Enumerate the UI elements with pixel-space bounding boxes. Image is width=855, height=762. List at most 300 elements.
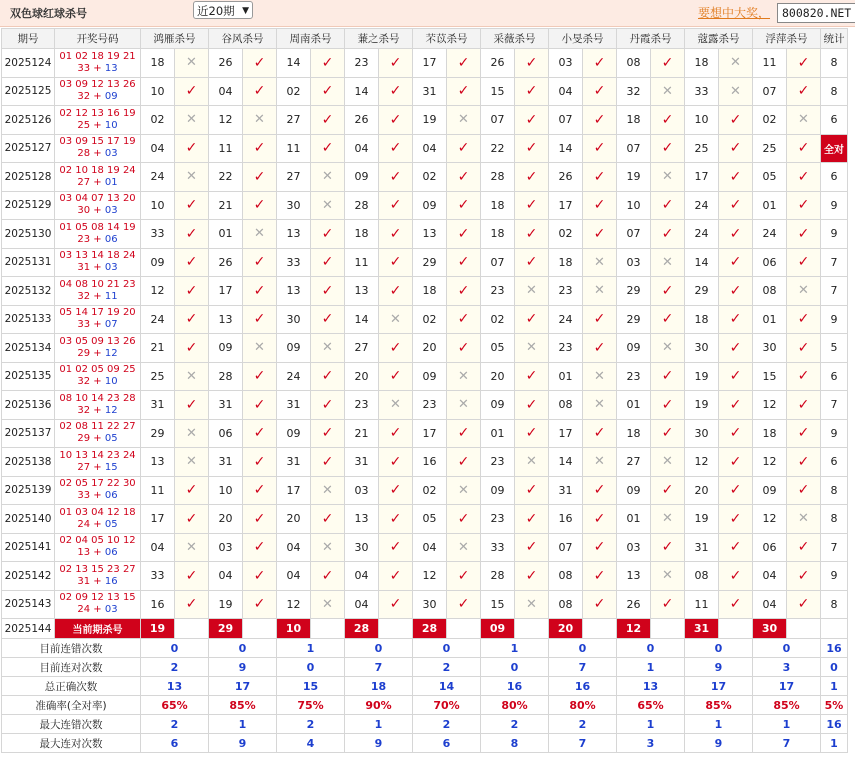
cross-icon: ✕ [175,419,209,448]
stat-value: 18 [345,677,413,696]
stat-value: 9 [209,734,277,753]
blue-ball: 06 [104,547,118,559]
kill-number: 28 [209,362,243,391]
kill-number: 29 [617,305,651,334]
cross-icon: ✕ [787,505,821,534]
stat-row [2,715,848,734]
check-icon: ✓ [379,49,413,78]
check-icon: ✓ [515,220,549,249]
row-count: 9 [821,562,848,591]
cross-icon: ✕ [447,106,481,135]
check-icon: ✓ [447,220,481,249]
check-icon: ✓ [311,391,345,420]
check-icon: ✓ [787,533,821,562]
kill-number: 04 [345,590,379,619]
kill-number: 29 [617,277,651,306]
kill-number: 21 [209,191,243,220]
kill-number: 09 [209,334,243,363]
kill-number: 04 [141,134,175,163]
kill-number: 31 [141,391,175,420]
kill-number: 27 [617,448,651,477]
kill-number: 08 [753,277,787,306]
kill-number: 07 [549,533,583,562]
kill-number: 29 [413,248,447,277]
kill-number: 11 [685,590,719,619]
cross-icon: ✕ [243,334,277,363]
check-icon: ✓ [515,562,549,591]
issue-cell: 2025127 [2,134,55,163]
cross-icon: ✕ [651,77,685,106]
table-row [2,533,848,562]
kill-number: 04 [413,134,447,163]
check-icon: ✓ [515,391,549,420]
stat-value: 65% [141,696,209,715]
blue-ball: 03 [104,604,118,616]
stat-row [2,696,848,715]
check-icon: ✓ [447,419,481,448]
row-count: 6 [821,362,848,391]
table-row [2,334,848,363]
issue-cell: 2025128 [2,163,55,192]
check-icon: ✓ [583,533,617,562]
stat-value: 2 [413,658,481,677]
table-row [2,448,848,477]
empty-cell [651,619,685,639]
check-icon: ✓ [243,362,277,391]
check-icon: ✓ [787,476,821,505]
check-icon: ✓ [719,277,753,306]
stat-value: 90% [345,696,413,715]
check-icon: ✓ [311,134,345,163]
cross-icon: ✕ [651,505,685,534]
stat-value: 1 [481,639,549,658]
check-icon: ✓ [787,163,821,192]
stat-row [2,734,848,753]
row-count: 6 [821,448,848,477]
check-icon: ✓ [175,562,209,591]
kill-number: 17 [209,277,243,306]
kill-number: 23 [617,362,651,391]
draw-numbers: 02 04 05 10 12 13 + 06 [55,533,141,562]
issue-cell: 2025138 [2,448,55,477]
check-icon: ✓ [719,505,753,534]
issue-cell: 2025137 [2,419,55,448]
table-row [2,191,848,220]
current-kill-number: 10 [277,619,311,639]
check-icon: ✓ [719,419,753,448]
stat-value: 9 [685,658,753,677]
kill-number: 30 [685,334,719,363]
period-select[interactable] [193,1,253,19]
check-icon: ✓ [515,163,549,192]
red-balls: 08 10 14 23 28 32 [59,392,136,416]
draw-numbers: 03 09 12 13 26 32 + 09 [55,77,141,106]
current-kill-number: 30 [753,619,787,639]
check-icon: ✓ [719,134,753,163]
stat-value: 0 [277,658,345,677]
stat-total: 0 [821,658,848,677]
table-row [2,562,848,591]
kill-number: 09 [753,476,787,505]
blue-ball: 16 [104,575,118,587]
kill-number: 31 [413,77,447,106]
cross-icon: ✕ [311,590,345,619]
promo-link[interactable]: 要想中大奖， [698,6,771,20]
kill-number: 08 [549,590,583,619]
check-icon: ✓ [719,448,753,477]
cross-icon: ✕ [447,362,481,391]
stat-value: 7 [549,734,617,753]
cross-icon: ✕ [447,391,481,420]
check-icon: ✓ [311,277,345,306]
stat-value: 8 [481,734,549,753]
row-count: 8 [821,505,848,534]
kill-number: 30 [413,590,447,619]
stat-value: 6 [413,734,481,753]
blue-ball: 06 [104,490,118,502]
check-icon: ✓ [379,277,413,306]
check-icon: ✓ [175,505,209,534]
kill-number: 20 [209,505,243,534]
kill-number: 12 [277,590,311,619]
check-icon: ✓ [311,220,345,249]
check-icon: ✓ [243,134,277,163]
check-icon: ✓ [379,505,413,534]
stat-value: 2 [141,658,209,677]
red-balls: 01 03 04 12 18 24 [59,506,136,530]
check-icon: ✓ [651,220,685,249]
kill-number: 15 [481,77,515,106]
stat-value: 0 [413,639,481,658]
cross-icon: ✕ [515,277,549,306]
blue-ball: 03 [104,262,118,274]
row-count: 6 [821,106,848,135]
stat-value: 2 [549,715,617,734]
check-icon: ✓ [311,106,345,135]
check-icon: ✓ [651,305,685,334]
kill-number: 26 [481,49,515,78]
check-icon: ✓ [651,134,685,163]
stat-value: 7 [549,658,617,677]
cross-icon: ✕ [243,220,277,249]
kill-number: 14 [685,248,719,277]
check-icon: ✓ [583,77,617,106]
stat-value: 80% [481,696,549,715]
col-issue: 期号 [2,29,55,49]
kill-number: 18 [141,49,175,78]
kill-number: 07 [481,248,515,277]
cross-icon: ✕ [651,334,685,363]
empty-cell [175,619,209,639]
kill-number: 12 [753,391,787,420]
row-count: 7 [821,391,848,420]
kill-number: 26 [549,163,583,192]
kill-number-table [1,28,848,753]
table-row [2,220,848,249]
draw-numbers: 02 08 11 22 27 29 + 05 [55,419,141,448]
kill-number: 30 [345,533,379,562]
check-icon: ✓ [583,305,617,334]
check-icon: ✓ [311,305,345,334]
cross-icon: ✕ [175,362,209,391]
blue-ball: 10 [104,376,118,388]
stat-value: 17 [685,677,753,696]
kill-number: 04 [209,77,243,106]
stat-total: 5% [821,696,848,715]
check-icon: ✓ [583,220,617,249]
kill-number: 11 [141,476,175,505]
check-icon: ✓ [379,362,413,391]
kill-number: 24 [549,305,583,334]
cross-icon: ✕ [379,305,413,334]
blue-ball: 12 [104,347,118,359]
cross-icon: ✕ [175,533,209,562]
check-icon: ✓ [651,533,685,562]
row-count: 9 [821,305,848,334]
current-kill-number: 28 [345,619,379,639]
stat-label: 准确率(全对率) [2,696,141,715]
kill-number: 02 [413,476,447,505]
stat-value: 17 [209,677,277,696]
stat-label: 目前连错次数 [2,639,141,658]
col-expert: 丹霞杀号 [617,29,685,49]
draw-numbers: 03 05 09 13 26 29 + 12 [55,334,141,363]
check-icon: ✓ [379,106,413,135]
kill-number: 22 [209,163,243,192]
current-kill-number: 28 [413,619,447,639]
check-icon: ✓ [175,220,209,249]
blue-ball: 03 [104,148,118,160]
blue-ball: 11 [104,290,118,302]
kill-number: 02 [277,77,311,106]
row-count: 9 [821,419,848,448]
check-icon: ✓ [379,248,413,277]
kill-number: 03 [617,248,651,277]
stat-label: 最大连错次数 [2,715,141,734]
check-icon: ✓ [651,106,685,135]
table-row [2,476,848,505]
col-expert: 芣苡杀号 [413,29,481,49]
kill-number: 30 [277,305,311,334]
red-balls: 02 05 17 22 30 33 [59,478,136,502]
kill-number: 05 [481,334,515,363]
kill-number: 31 [277,448,311,477]
check-icon: ✓ [175,305,209,334]
kill-number: 13 [345,505,379,534]
stat-value: 13 [617,677,685,696]
kill-number: 04 [549,77,583,106]
kill-number: 14 [549,134,583,163]
kill-number: 31 [277,391,311,420]
kill-number: 23 [481,505,515,534]
check-icon: ✓ [719,248,753,277]
kill-number: 12 [753,505,787,534]
check-icon: ✓ [175,77,209,106]
current-kill-number: 19 [141,619,175,639]
check-icon: ✓ [447,590,481,619]
issue-cell: 2025143 [2,590,55,619]
check-icon: ✓ [719,106,753,135]
issue-cell: 2025133 [2,305,55,334]
kill-number: 17 [549,191,583,220]
check-icon: ✓ [787,49,821,78]
check-icon: ✓ [787,334,821,363]
check-icon: ✓ [787,305,821,334]
draw-numbers: 02 10 18 19 24 27 + 01 [55,163,141,192]
table-row [2,163,848,192]
check-icon: ✓ [515,362,549,391]
draw-numbers: 01 02 18 19 21 33 + 13 [55,49,141,78]
kill-number: 17 [141,505,175,534]
check-icon: ✓ [719,562,753,591]
check-icon: ✓ [787,248,821,277]
check-icon: ✓ [243,277,277,306]
check-icon: ✓ [719,163,753,192]
check-icon: ✓ [447,191,481,220]
stat-value: 17 [753,677,821,696]
stat-label: 目前连对次数 [2,658,141,677]
kill-number: 12 [209,106,243,135]
stat-total: 1 [821,734,848,753]
check-icon: ✓ [379,448,413,477]
stat-value: 9 [345,734,413,753]
check-icon: ✓ [515,305,549,334]
kill-number: 13 [141,448,175,477]
kill-number: 17 [413,49,447,78]
stat-value: 75% [277,696,345,715]
kill-number: 26 [209,49,243,78]
blue-ball: 10 [104,119,118,131]
kill-number: 09 [277,334,311,363]
check-icon: ✓ [787,77,821,106]
kill-number: 04 [277,562,311,591]
kill-number: 02 [753,106,787,135]
table-body [2,49,848,753]
check-icon: ✓ [243,163,277,192]
table-row [2,590,848,619]
kill-number: 04 [413,533,447,562]
issue-cell: 2025139 [2,476,55,505]
stat-value: 85% [685,696,753,715]
kill-number: 31 [345,448,379,477]
kill-number: 03 [549,49,583,78]
table-row [2,106,848,135]
kill-number: 19 [413,106,447,135]
stat-value: 7 [753,734,821,753]
kill-number: 02 [549,220,583,249]
check-icon: ✓ [719,476,753,505]
kill-number: 07 [481,106,515,135]
check-icon: ✓ [243,419,277,448]
check-icon: ✓ [583,334,617,363]
kill-number: 14 [345,77,379,106]
issue-cell: 2025136 [2,391,55,420]
stat-value: 14 [413,677,481,696]
check-icon: ✓ [651,277,685,306]
kill-number: 18 [617,106,651,135]
kill-number: 10 [141,77,175,106]
kill-number: 20 [277,505,311,534]
cross-icon: ✕ [379,391,413,420]
kill-number: 09 [345,163,379,192]
check-icon: ✓ [719,590,753,619]
stat-value: 3 [753,658,821,677]
kill-number: 12 [413,562,447,591]
stat-value: 15 [277,677,345,696]
col-expert: 蒹之杀号 [345,29,413,49]
kill-number: 16 [549,505,583,534]
kill-number: 33 [141,220,175,249]
kill-number: 09 [617,476,651,505]
cross-icon: ✕ [583,391,617,420]
stat-value: 1 [617,715,685,734]
check-icon: ✓ [243,562,277,591]
kill-number: 02 [413,305,447,334]
check-icon: ✓ [243,49,277,78]
check-icon: ✓ [243,533,277,562]
check-icon: ✓ [719,191,753,220]
check-icon: ✓ [787,220,821,249]
stat-value: 6 [141,734,209,753]
kill-number: 13 [617,562,651,591]
draw-numbers: 10 13 14 23 24 27 + 15 [55,448,141,477]
check-icon: ✓ [243,191,277,220]
check-icon: ✓ [175,476,209,505]
check-icon: ✓ [515,476,549,505]
red-balls: 02 08 11 22 27 29 [59,421,136,445]
red-balls: 03 09 12 13 26 32 [59,79,136,103]
stat-value: 3 [617,734,685,753]
check-icon: ✓ [515,248,549,277]
draw-numbers: 02 12 13 16 19 25 + 10 [55,106,141,135]
kill-number: 24 [753,220,787,249]
current-kill-number: 29 [209,619,243,639]
kill-number: 13 [277,220,311,249]
page-title: 双色球红球杀号 [10,7,87,20]
kill-number: 05 [753,163,787,192]
check-icon: ✓ [651,476,685,505]
kill-number: 19 [685,362,719,391]
kill-number: 29 [141,419,175,448]
blue-ball: 15 [104,461,118,473]
current-label: 当前期杀号 [55,619,141,639]
stat-value: 65% [617,696,685,715]
table-row [2,419,848,448]
issue-cell: 2025135 [2,362,55,391]
issue-cell: 2025140 [2,505,55,534]
kill-number: 10 [209,476,243,505]
check-icon: ✓ [447,134,481,163]
check-icon: ✓ [719,334,753,363]
check-icon: ✓ [311,248,345,277]
cross-icon: ✕ [175,448,209,477]
cross-icon: ✕ [583,277,617,306]
check-icon: ✓ [379,334,413,363]
kill-number: 20 [685,476,719,505]
kill-number: 26 [617,590,651,619]
red-balls: 02 12 13 16 19 25 [59,107,136,131]
draw-numbers: 08 10 14 23 28 32 + 12 [55,391,141,420]
table-row [2,391,848,420]
red-balls: 04 08 10 21 23 32 [59,278,136,302]
table-row [2,49,848,78]
stat-value: 70% [413,696,481,715]
row-count: 8 [821,476,848,505]
cross-icon: ✕ [651,163,685,192]
check-icon: ✓ [243,248,277,277]
check-icon: ✓ [379,476,413,505]
kill-number: 10 [141,191,175,220]
